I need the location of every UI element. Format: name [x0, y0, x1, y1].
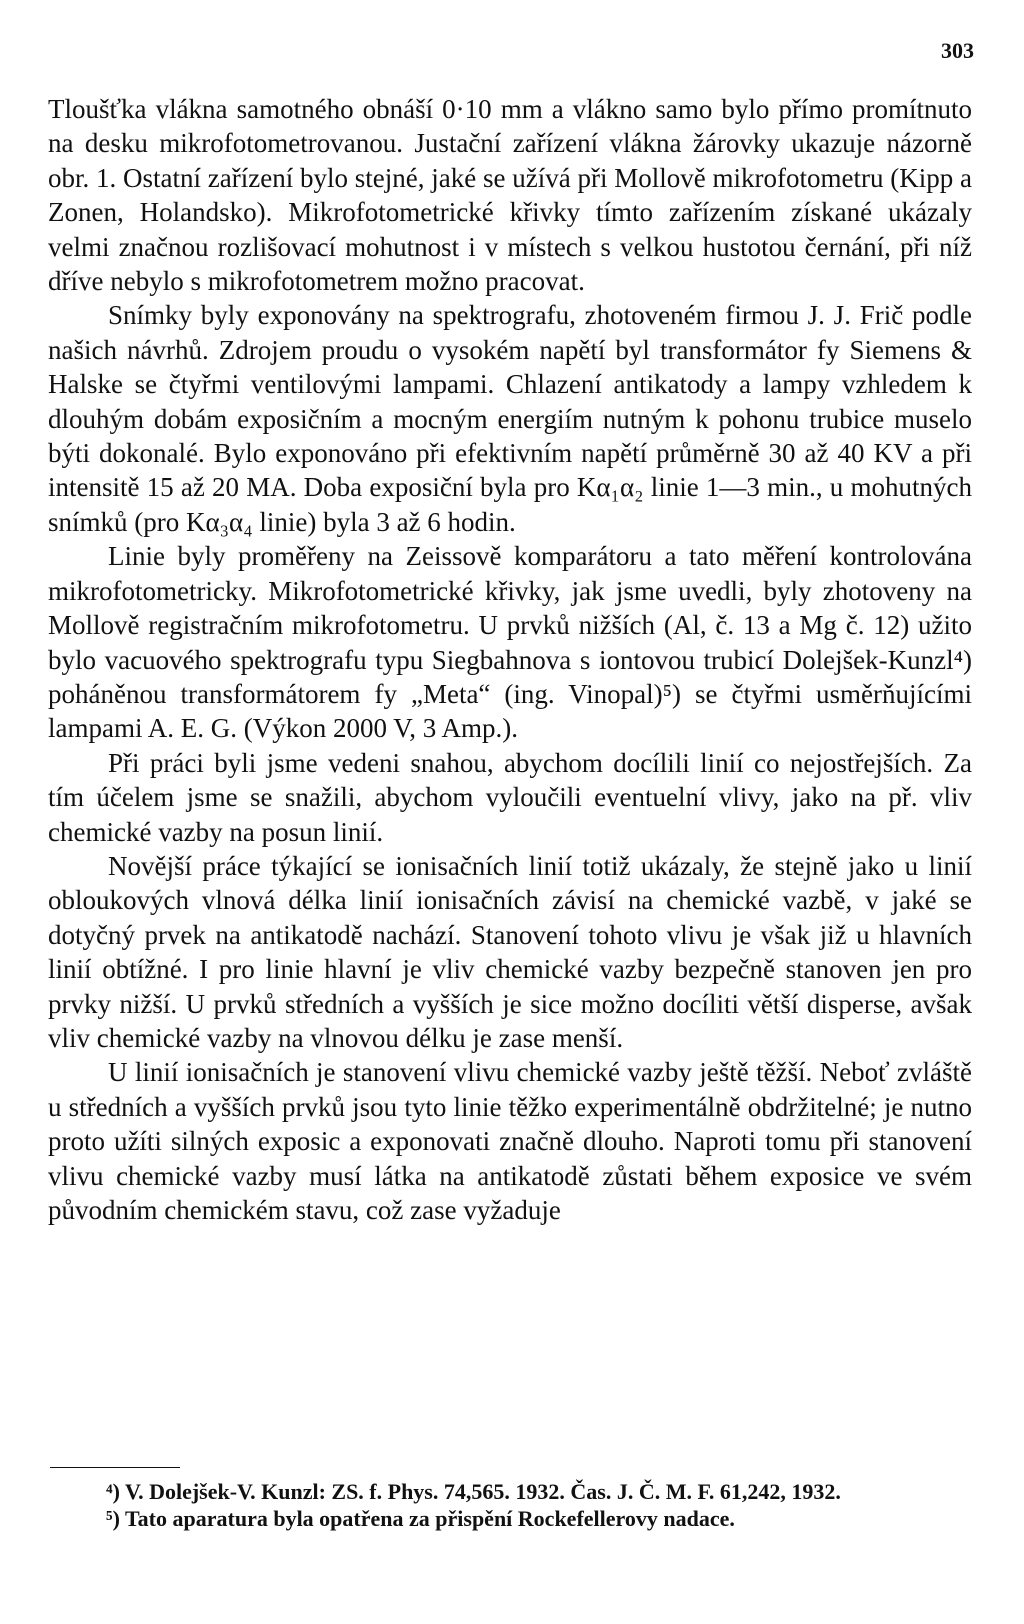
footnotes — [48, 1478, 972, 1532]
paragraph: Při práci byli jsme vedeni snahou, abychom docílili linií co nejostřejších. Za tím účelem jsme se snažili, abychom vyloučili eventuelní vlivy, jako na př. vliv chemické vazby na posun linií. — [48, 747, 972, 847]
main-text — [48, 92, 972, 1227]
paragraph: Tloušťka vlákna samotného obnáší 0·10 mm a vlákno samo bylo přímo promítnuto na desku mikrofotometrovanou. Justační zařízení vlákna žárovky ukazuje názorně obr. 1. Ostatní zařízení bylo stejné, jaké se užívá při Mollově mikrofotometru (Kipp a Zonen, Holandsko). Mikrofotometrické křivky tímto zařízením získané ukázaly velmi značnou rozlišovací mohutnost i v místech s velkou hustotou černání, při níž dříve nebylo s mikrofotometrem možno pracovat. — [48, 94, 972, 297]
paragraph: Linie byly proměřeny na Zeissově komparátoru a tato měření kontrolována mikrofotometricky. Mikrofotometrické křivky, jak jsme uvedli, byly zhotoveny na Mollově registračním mikrofotometru. U prvků nižších (Al, č. 13 a Mg č. 12) užito bylo vacuového spektrografu typu Siegbahnova s iontovou trubicí Dolejšek-Kunzl⁴) poháněnou transformátorem fy „Meta“ (ing. Vinopal)⁵) se čtyřmi usměrňujícími lampami A. E. G. (Výkon 2000 V, 3 Amp.). — [48, 541, 972, 744]
footnote: ⁵) Tato aparatura byla opatřena za přispění Rockefellerovy nadace. — [106, 1506, 735, 1531]
footnote: ⁴) V. Dolejšek-V. Kunzl: ZS. f. Phys. 74,565. 1932. Čas. J. Č. M. F. 61,242, 1932. — [106, 1479, 841, 1504]
paragraph: Snímky byly exponovány na spektrografu, zhotoveném firmou J. J. Frič podle našich návrhů. Zdrojem proudu o vysokém napětí byl transformátor fy Siemens & Halske se čtyřmi ventilovými lampami. Chlazení antikatody a lampy vzhledem k dlouhým dobám exposičním a mocným energiím nutným k pohonu trubice muselo býti dokonalé. Bylo exponováno při efektivním napětí průměrně 30 až 40 KV a při intensitě 15 až 20 MA. Doba exposiční byla pro Kα₁α₂ linie 1—3 min., u mohutných snímků (pro Kα₃α₄ linie) byla 3 až 6 hodin. — [48, 300, 972, 537]
footnote-divider — [50, 1467, 180, 1468]
paragraph: Novější práce týkající se ionisačních linií totiž ukázaly, že stejně jako u linií obloukových vlnová délka linií ionisačních závisí na chemické vazbě, v jaké se dotyčný prvek na antikatodě nachází. Stanovení tohoto vlivu je však již u hlavních linií obtížné. I pro linie hlavní je vliv chemické vazby bezpečně stanoven jen pro prvky nižší. U prvků středních a vyšších je sice možno docíliti větší disperse, avšak vliv chemické vazby na vlnovou délku je zase menší. — [48, 850, 972, 1053]
page-number: 303 — [941, 38, 974, 63]
paragraph: U linií ionisačních je stanovení vlivu chemické vazby ještě těžší. Neboť zvláště u středních a vyšších prvků jsou tyto linie těžko experimentálně obdržitelné; je nutno proto užíti silných exposic a exponovati značně dlouho. Naproti tomu při stanovení vlivu chemické vazby musí látka na antikatodě zůstati během exposice ve svém původním chemickém stavu, což zase vyžaduje — [48, 1057, 972, 1225]
